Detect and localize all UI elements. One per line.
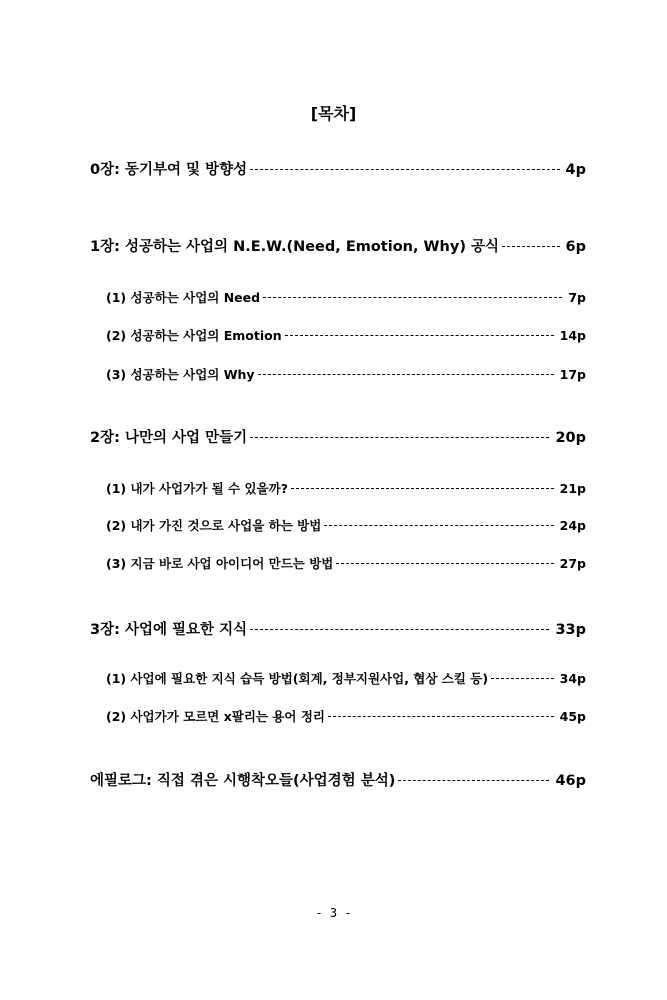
toc-leader: [250, 169, 560, 170]
toc-page-number: 14p: [559, 328, 586, 343]
toc-label: (3) 지금 바로 사업 아이디어 만드는 방법: [106, 556, 334, 571]
toc-leader: [398, 780, 549, 781]
toc-label: 2장: 나만의 사업 만들기: [90, 430, 248, 446]
toc-label: 1장: 성공하는 사업의 N.E.W.(Need, Emotion, Why) 공식: [90, 239, 500, 255]
toc-section-2-2[interactable]: [106, 515, 586, 537]
toc-label: (2) 내가 가진 것으로 사업을 하는 방법: [106, 518, 322, 533]
toc-chapter-1[interactable]: [90, 236, 586, 258]
toc-section-3-2[interactable]: [106, 706, 586, 728]
toc-label: (3) 성공하는 사업의 Why: [106, 367, 255, 382]
toc-leader: [263, 297, 562, 298]
toc-page-number: 17p: [559, 367, 586, 382]
page-number-footer: - 3 -: [315, 906, 352, 920]
toc-page-number: 27p: [559, 556, 586, 571]
toc-label: 0장: 동기부여 및 방향성: [90, 162, 248, 178]
toc-page-number: 21p: [559, 481, 586, 496]
toc-page-number: 46p: [555, 773, 586, 789]
toc-leader: [328, 716, 554, 717]
toc-page-number: 24p: [559, 518, 586, 533]
toc-page-number: 33p: [555, 622, 586, 638]
toc-chapter-2[interactable]: [90, 427, 586, 449]
toc-leader: [250, 437, 549, 438]
toc-leader: [324, 525, 554, 526]
toc-chapter-3[interactable]: [90, 619, 586, 641]
toc-label: (2) 사업가가 모르면 x팔리는 용어 정리: [106, 709, 325, 724]
toc-leader: [285, 335, 554, 336]
toc-page-number: 20p: [555, 430, 586, 446]
toc-label: (1) 성공하는 사업의 Need: [106, 290, 261, 305]
toc-leader: [291, 488, 554, 489]
toc-label: 3장: 사업에 필요한 지식: [90, 622, 248, 638]
toc-leader: [491, 678, 554, 679]
toc-label: (1) 사업에 필요한 지식 습득 방법(회계, 정부지원사업, 협상 스킬 등): [106, 671, 489, 686]
toc-section-2-3[interactable]: [106, 553, 586, 575]
toc-label: (1) 내가 사업가가 될 수 있을까?: [106, 481, 288, 496]
toc-page-number: 45p: [559, 709, 586, 724]
toc-page-number: 6p: [565, 239, 586, 255]
toc-section-3-1[interactable]: [106, 668, 586, 690]
page-title: [목차]: [310, 104, 357, 123]
toc-label: 에필로그: 직접 겪은 시행착오들(사업경험 분석): [90, 773, 396, 789]
toc-section-1-2[interactable]: [106, 325, 586, 347]
toc-chapter-0[interactable]: [90, 159, 586, 181]
toc-section-1-1[interactable]: [106, 287, 586, 309]
toc-label: (2) 성공하는 사업의 Emotion: [106, 328, 282, 343]
toc-page-number: 7p: [568, 290, 586, 305]
toc-leader: [336, 563, 554, 564]
toc-page-number: 34p: [559, 671, 586, 686]
toc-leader: [250, 629, 549, 630]
toc-leader: [502, 246, 560, 247]
toc-page-number: 4p: [565, 162, 586, 178]
toc-section-2-1[interactable]: [106, 478, 586, 500]
toc-leader: [258, 374, 554, 375]
toc-epilogue[interactable]: [90, 770, 586, 792]
toc-section-1-3[interactable]: [106, 364, 586, 386]
